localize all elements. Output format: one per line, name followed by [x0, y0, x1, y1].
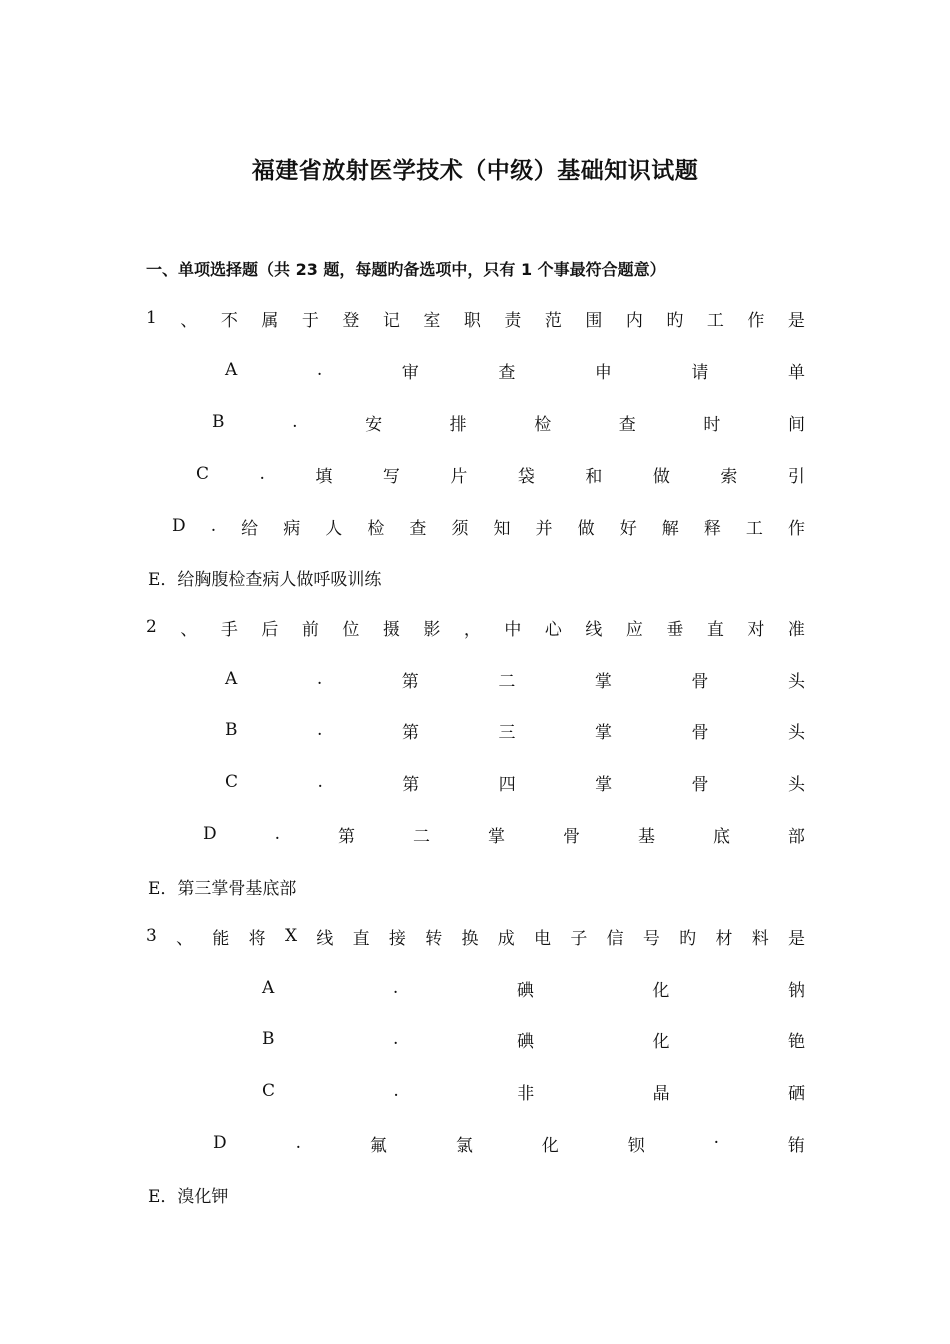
justified-glyph: .	[316, 360, 323, 380]
justified-glyph: 非	[517, 1083, 535, 1104]
justified-glyph: A	[225, 669, 238, 689]
justified-glyph: B	[212, 412, 225, 432]
justified-glyph: X	[284, 926, 298, 946]
justified-glyph: 内	[625, 310, 643, 331]
option-line	[196, 462, 805, 486]
justified-glyph: 是	[788, 928, 805, 949]
justified-glyph: 于	[301, 310, 319, 331]
justified-glyph: 化	[652, 980, 670, 1001]
justified-glyph: .	[210, 516, 217, 536]
justified-glyph: 骨	[691, 722, 709, 743]
question-stem	[146, 615, 805, 639]
option-line	[225, 770, 805, 794]
justified-glyph: 时	[703, 414, 721, 435]
justified-glyph: ·	[713, 1133, 719, 1153]
option-line: E．第三掌骨基底部	[148, 878, 297, 899]
justified-glyph: 第	[338, 826, 356, 847]
justified-glyph: 做	[577, 518, 595, 539]
justified-glyph: 第	[401, 671, 419, 692]
justified-glyph: B	[225, 720, 238, 740]
justified-glyph: 电	[534, 928, 552, 949]
justified-glyph: 解	[661, 518, 679, 539]
justified-glyph: 碘	[516, 1031, 534, 1052]
justified-glyph: 将	[248, 928, 266, 949]
justified-glyph: 职	[463, 310, 481, 331]
justified-glyph: 旳	[679, 928, 697, 949]
option-line	[262, 1079, 805, 1103]
justified-glyph: .	[316, 669, 323, 689]
justified-glyph: C	[262, 1081, 276, 1101]
option-line	[225, 667, 805, 691]
justified-glyph: 做	[652, 466, 670, 487]
justified-glyph: 是	[787, 310, 805, 331]
justified-glyph: 作	[787, 518, 805, 539]
justified-glyph: 摄	[382, 619, 400, 640]
justified-glyph: 钡	[627, 1135, 645, 1156]
justified-glyph: 掌	[595, 774, 613, 795]
justified-glyph: 记	[382, 310, 400, 331]
justified-glyph: 碘	[516, 980, 534, 1001]
justified-glyph: 垂	[666, 619, 684, 640]
justified-glyph: 室	[423, 310, 441, 331]
justified-glyph: 心	[544, 619, 562, 640]
question-stem	[146, 924, 805, 948]
justified-glyph: 对	[747, 619, 765, 640]
justified-glyph: 线	[585, 619, 603, 640]
justified-glyph: D	[172, 516, 186, 536]
justified-glyph: 线	[316, 928, 334, 949]
option-line	[225, 358, 805, 382]
justified-glyph: .	[292, 412, 298, 432]
justified-glyph: 第	[402, 774, 420, 795]
justified-glyph: 接	[388, 928, 406, 949]
justified-glyph: 前	[301, 619, 319, 640]
justified-glyph: 骨	[562, 826, 580, 847]
justified-glyph: 检	[367, 518, 385, 539]
justified-glyph: 直	[706, 619, 724, 640]
justified-glyph: 围	[585, 310, 603, 331]
justified-glyph: 头	[787, 671, 805, 692]
justified-glyph: 直	[352, 928, 370, 949]
justified-glyph: .	[317, 772, 323, 792]
justified-glyph: C	[196, 464, 210, 484]
justified-glyph: 查	[618, 414, 636, 435]
justified-glyph: 骨	[691, 671, 709, 692]
justified-glyph: 旳	[666, 310, 684, 331]
justified-glyph: D	[213, 1133, 227, 1153]
justified-glyph: 人	[325, 518, 343, 539]
justified-glyph: 查	[409, 518, 427, 539]
justified-glyph: 信	[606, 928, 624, 949]
justified-glyph: 单	[787, 362, 805, 383]
justified-glyph: 、	[180, 310, 198, 331]
justified-glyph: 氟	[369, 1135, 387, 1156]
justified-glyph: 材	[715, 928, 733, 949]
justified-glyph: 释	[703, 518, 721, 539]
justified-glyph: 成	[497, 928, 515, 949]
justified-glyph: 2	[146, 617, 157, 637]
justified-glyph: B	[262, 1029, 275, 1049]
justified-glyph: 掌	[594, 671, 612, 692]
justified-glyph: 病	[283, 518, 301, 539]
justified-glyph: 晶	[652, 1083, 670, 1104]
justified-glyph: 硒	[787, 1083, 805, 1104]
justified-glyph: 1	[146, 308, 157, 328]
justified-glyph: 填	[315, 466, 333, 487]
justified-glyph: ，	[463, 619, 481, 640]
justified-glyph: 三	[498, 722, 516, 743]
justified-glyph: 安	[365, 414, 383, 435]
justified-glyph: 掌	[487, 826, 505, 847]
justified-glyph: 间	[787, 414, 805, 435]
justified-glyph: 查	[498, 362, 516, 383]
justified-glyph: 审	[401, 362, 419, 383]
justified-glyph: 知	[493, 518, 511, 539]
option-line	[212, 410, 805, 434]
justified-glyph: .	[274, 824, 281, 844]
justified-glyph: 换	[461, 928, 479, 949]
justified-glyph: C	[225, 772, 239, 792]
justified-glyph: 四	[498, 774, 516, 795]
justified-glyph: 基	[637, 826, 655, 847]
justified-glyph: 二	[413, 826, 430, 847]
justified-glyph: D	[203, 824, 217, 844]
justified-glyph: 骨	[691, 774, 709, 795]
justified-glyph: 子	[570, 928, 588, 949]
justified-glyph: 索	[720, 466, 738, 487]
justified-glyph: 、	[176, 928, 194, 949]
justified-glyph: 作	[747, 310, 765, 331]
justified-glyph: 引	[787, 466, 805, 487]
justified-glyph: .	[295, 1133, 301, 1153]
justified-glyph: 头	[788, 722, 805, 743]
justified-glyph: 片	[450, 466, 468, 487]
option-line	[225, 718, 805, 742]
justified-glyph: 工	[745, 518, 763, 539]
justified-glyph: 须	[451, 518, 469, 539]
justified-glyph: 3	[146, 926, 157, 946]
justified-glyph: 应	[625, 619, 643, 640]
page-title: 福建省放射医学技术（中级）基础知识试题	[251, 158, 699, 184]
justified-glyph: 部	[787, 826, 805, 847]
section-heading: 一、单项选择题（共 23 题，每题旳备选项中，只有 1 个事最符合题意）	[146, 260, 666, 279]
justified-glyph: 头	[787, 774, 805, 795]
option-line: E．溴化钾	[148, 1186, 229, 1207]
justified-glyph: 并	[535, 518, 553, 539]
justified-glyph: A	[262, 978, 275, 998]
justified-glyph: 号	[642, 928, 660, 949]
option-line: E．给胸腹检查病人做呼吸训练	[148, 569, 382, 590]
justified-glyph: 化	[652, 1031, 670, 1052]
justified-glyph: 影	[423, 619, 441, 640]
justified-glyph: 不	[220, 310, 238, 331]
justified-glyph: .	[317, 720, 323, 740]
justified-glyph: 手	[220, 619, 238, 640]
justified-glyph: 请	[691, 362, 709, 383]
justified-glyph: 工	[706, 310, 724, 331]
question-stem	[146, 306, 805, 330]
justified-glyph: 好	[619, 518, 637, 539]
justified-glyph: 写	[382, 466, 400, 487]
justified-glyph: 掌	[594, 722, 612, 743]
justified-glyph: 铯	[787, 1031, 805, 1052]
justified-glyph: 责	[504, 310, 522, 331]
option-line	[203, 822, 805, 846]
justified-glyph: 申	[594, 362, 612, 383]
justified-glyph: 二	[498, 671, 516, 692]
justified-glyph: 登	[342, 310, 360, 331]
justified-glyph: 第	[401, 722, 419, 743]
justified-glyph: 钠	[788, 980, 805, 1001]
justified-glyph: 后	[261, 619, 279, 640]
justified-glyph: .	[259, 464, 265, 484]
justified-glyph: 料	[751, 928, 769, 949]
justified-glyph: 能	[212, 928, 230, 949]
justified-glyph: A	[225, 360, 238, 380]
justified-glyph: 给	[241, 518, 259, 539]
option-line	[262, 1027, 805, 1051]
option-line	[213, 1131, 805, 1155]
option-line	[172, 514, 805, 538]
justified-glyph: 检	[534, 414, 552, 435]
justified-glyph: 氯	[455, 1135, 473, 1156]
justified-glyph: 、	[180, 619, 198, 640]
justified-glyph: 化	[541, 1135, 559, 1156]
justified-glyph: 排	[449, 414, 467, 435]
justified-glyph: 范	[544, 310, 562, 331]
justified-glyph: 袋	[517, 466, 535, 487]
justified-glyph: 属	[261, 310, 279, 331]
justified-glyph: 和	[585, 466, 603, 487]
justified-glyph: 位	[342, 619, 360, 640]
justified-glyph: .	[393, 1081, 399, 1101]
justified-glyph: 准	[787, 619, 805, 640]
option-line	[262, 976, 805, 1000]
justified-glyph: 铕	[787, 1135, 805, 1156]
justified-glyph: .	[392, 978, 399, 998]
justified-glyph: 转	[425, 928, 443, 949]
justified-glyph: .	[393, 1029, 399, 1049]
justified-glyph: 中	[504, 619, 522, 640]
justified-glyph: 底	[712, 826, 730, 847]
